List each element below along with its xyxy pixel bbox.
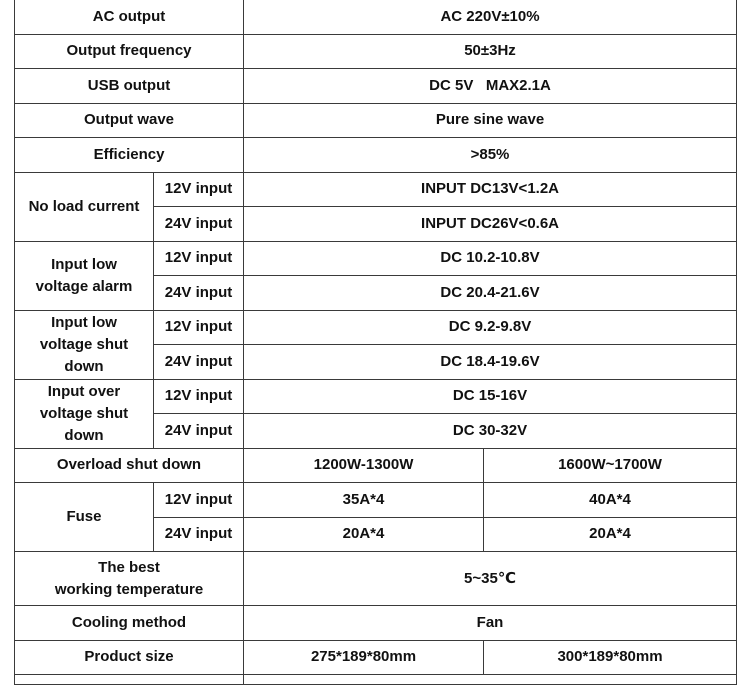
- label-line: Input low: [51, 255, 117, 273]
- row-value: 50±3Hz: [244, 34, 737, 69]
- row-label-empty: [15, 675, 244, 685]
- row-label: Output frequency: [15, 34, 244, 69]
- table-row-ac-output: [15, 0, 737, 34]
- sub-label: 24V input: [154, 276, 244, 311]
- label-line: voltage shut: [39, 335, 129, 353]
- label-line: Input over: [47, 382, 121, 400]
- table-row-low-alarm-12v: [15, 241, 737, 276]
- row-value-a: 20A*4: [244, 517, 484, 552]
- table-row-output-wave: [15, 103, 737, 138]
- table-row-usb-output: [15, 69, 737, 104]
- row-value: 5~35℃: [244, 552, 737, 606]
- row-value-b: 1600W~1700W: [484, 448, 737, 483]
- sub-label: 24V input: [154, 517, 244, 552]
- row-label: Output wave: [15, 103, 244, 138]
- table-row-overload-shutdown: [15, 448, 737, 483]
- table-row-output-frequency: [15, 34, 737, 69]
- sub-label: 12V input: [154, 310, 244, 345]
- sub-label: 12V input: [154, 379, 244, 414]
- label-line: voltage shut: [39, 404, 129, 422]
- table-row-fuse-12v: [15, 483, 737, 518]
- row-value: DC 15-16V: [244, 379, 737, 414]
- row-value-a: 35A*4: [244, 483, 484, 518]
- row-label: USB output: [15, 69, 244, 104]
- table-row-product-size: [15, 640, 737, 675]
- row-label: [15, 552, 244, 606]
- row-label: Efficiency: [15, 138, 244, 173]
- sub-label: 24V input: [154, 345, 244, 380]
- sub-label: 12V input: [154, 483, 244, 518]
- row-value-a: 275*189*80mm: [244, 640, 484, 675]
- row-label: [15, 310, 154, 379]
- label-line: voltage alarm: [35, 277, 133, 295]
- row-value-b: 20A*4: [484, 517, 737, 552]
- row-value-b: 40A*4: [484, 483, 737, 518]
- row-value: Pure sine wave: [244, 103, 737, 138]
- row-value: >85%: [244, 138, 737, 173]
- table-row-cooling-method: [15, 606, 737, 641]
- row-label: No load current: [15, 172, 154, 241]
- row-value: DC 9.2-9.8V: [244, 310, 737, 345]
- row-value: DC 5V MAX2.1A: [244, 69, 737, 104]
- row-value: DC 10.2-10.8V: [244, 241, 737, 276]
- table-row-no-load-12v: [15, 172, 737, 207]
- row-label: Fuse: [15, 483, 154, 552]
- label-line: working temperature: [54, 580, 204, 598]
- row-label: AC output: [15, 0, 244, 34]
- row-value-empty: [244, 675, 737, 685]
- row-value-b: 300*189*80mm: [484, 640, 737, 675]
- row-label: Product size: [15, 640, 244, 675]
- label-line: The best: [98, 558, 160, 576]
- row-value: DC 20.4-21.6V: [244, 276, 737, 311]
- row-label: [15, 379, 154, 448]
- row-value: DC 18.4-19.6V: [244, 345, 737, 380]
- row-value: Fan: [244, 606, 737, 641]
- row-value: INPUT DC13V<1.2A: [244, 172, 737, 207]
- row-value: AC 220V±10%: [244, 0, 737, 34]
- label-line: Input low: [51, 313, 117, 331]
- row-value: INPUT DC26V<0.6A: [244, 207, 737, 242]
- table-row-partial: [15, 675, 737, 685]
- table-row-over-shutdown-12v: [15, 379, 737, 414]
- label-line: down: [64, 357, 104, 375]
- table-row-efficiency: [15, 138, 737, 173]
- row-label: [15, 241, 154, 310]
- sub-label: 24V input: [154, 414, 244, 449]
- table-row-best-temperature: [15, 552, 737, 606]
- row-value-a: 1200W-1300W: [244, 448, 484, 483]
- row-label: Cooling method: [15, 606, 244, 641]
- row-label: Overload shut down: [15, 448, 244, 483]
- sub-label: 12V input: [154, 241, 244, 276]
- sub-label: 24V input: [154, 207, 244, 242]
- sub-label: 12V input: [154, 172, 244, 207]
- spec-table: [14, 0, 737, 685]
- table-row-low-shutdown-12v: [15, 310, 737, 345]
- label-line: down: [64, 426, 104, 444]
- row-value: DC 30-32V: [244, 414, 737, 449]
